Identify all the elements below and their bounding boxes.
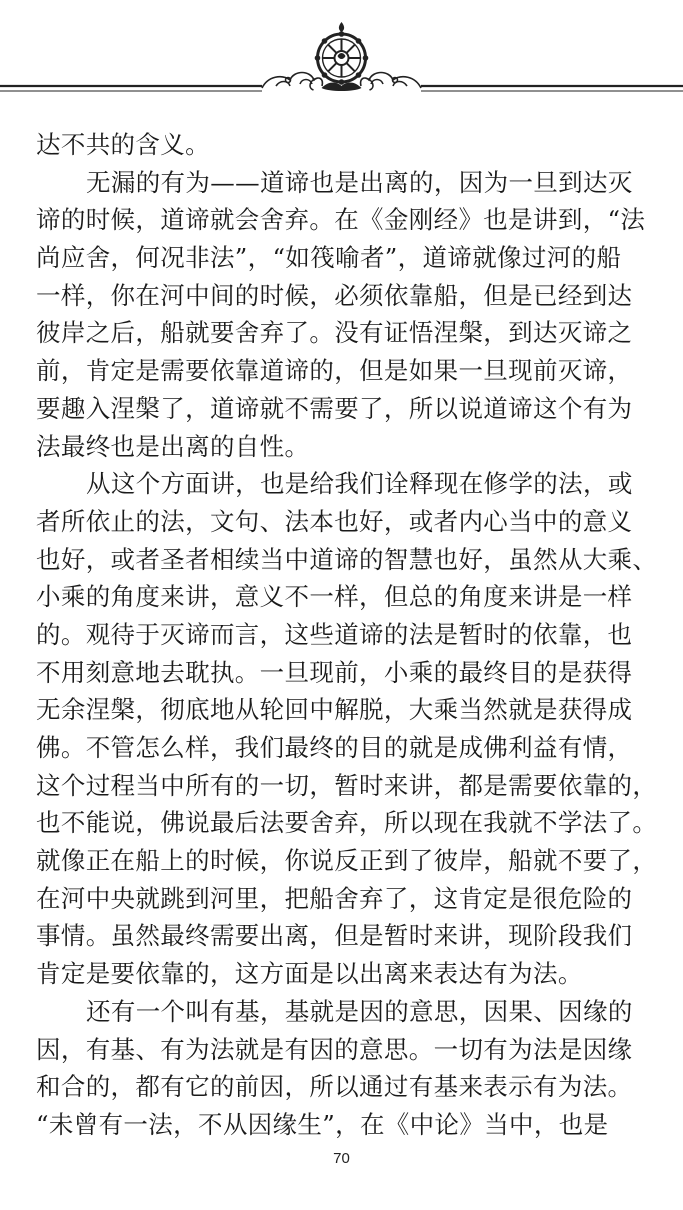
text-line: 小乘的角度来讲，意义不一样，但总的角度来讲是一样 bbox=[36, 582, 633, 612]
header-ornament bbox=[0, 0, 683, 110]
text-line: 肯定是要依靠的，这方面是以出离来表达有为法。 bbox=[36, 959, 583, 989]
text-line: 和合的，都有它的前因，所以通过有基来表示有为法。 bbox=[36, 1072, 633, 1102]
text-line: 法最终也是出离的自性。 bbox=[36, 431, 310, 461]
text-line: 还有一个叫有基，基就是因的意思，因果、因缘的 bbox=[86, 996, 633, 1026]
text-line: 因，有基、有为法就是有因的意思。一切有为法是因缘 bbox=[36, 1034, 633, 1064]
text-line: “未曾有一法，不从因缘生”，在《中论》当中，也是 bbox=[36, 1109, 609, 1139]
dharma-wheel-icon bbox=[310, 22, 373, 91]
text-line: 彼岸之后，船就要舍弃了。没有证悟涅槃，到达灭谛之 bbox=[36, 318, 633, 348]
page-header bbox=[0, 0, 683, 110]
text-line: 者所依止的法，文句、法本也好，或者内心当中的意义 bbox=[36, 506, 633, 536]
text-line: 从这个方面讲，也是给我们诠释现在修学的法，或 bbox=[86, 469, 633, 499]
text-line: 事情。虽然最终需要出离，但是暂时来讲，现阶段我们 bbox=[36, 921, 633, 951]
text-line: 佛。不管怎么样，我们最终的目的就是成佛利益有情， bbox=[36, 733, 633, 762]
text-line: 在河中央就跳到河里，把船舍弃了，这肯定是很危险的 bbox=[36, 883, 633, 913]
text-line: 不用刻意地去耽执。一旦现前，小乘的最终目的是获得 bbox=[36, 657, 633, 687]
text-line: 无漏的有为——道谛也是出离的，因为一旦到达灭 bbox=[86, 167, 633, 197]
text-line: 也不能说，佛说最后法要舍弃，所以现在我就不学法了。 bbox=[36, 808, 658, 838]
text-line: 达不共的含义。 bbox=[36, 130, 210, 159]
text-line: 要趣入涅槃了，道谛就不需要了，所以说道谛这个有为 bbox=[36, 393, 633, 423]
text-line: 也好，或者圣者相续当中道谛的智慧也好，虽然从大乘、 bbox=[36, 544, 658, 574]
page-body bbox=[36, 126, 658, 1144]
text-line: 尚应舍，何况非法”，“如筏喻者”，道谛就像过河的船 bbox=[36, 243, 622, 273]
text-line: 无余涅槃，彻底地从轮回中解脱，大乘当然就是获得成 bbox=[36, 695, 633, 725]
text-line: 前，肯定是需要依靠道谛的，但是如果一旦现前灭谛， bbox=[36, 356, 633, 386]
text-line: 谛的时候，道谛就会舍弃。在《金刚经》也是讲到，“法 bbox=[36, 205, 646, 235]
text-line: 这个过程当中所有的一切，暂时来讲，都是需要依靠的， bbox=[36, 770, 658, 800]
text-line: 一样，你在河中间的时候，必须依靠船，但是已经到达 bbox=[36, 280, 633, 310]
text-line: 就像正在船上的时候，你说反正到了彼岸，船就不要了， bbox=[36, 846, 658, 876]
page-number: 70 bbox=[333, 1150, 350, 1167]
text-line: 的。观待于灭谛而言，这些道谛的法是暂时的依靠，也 bbox=[36, 619, 633, 649]
